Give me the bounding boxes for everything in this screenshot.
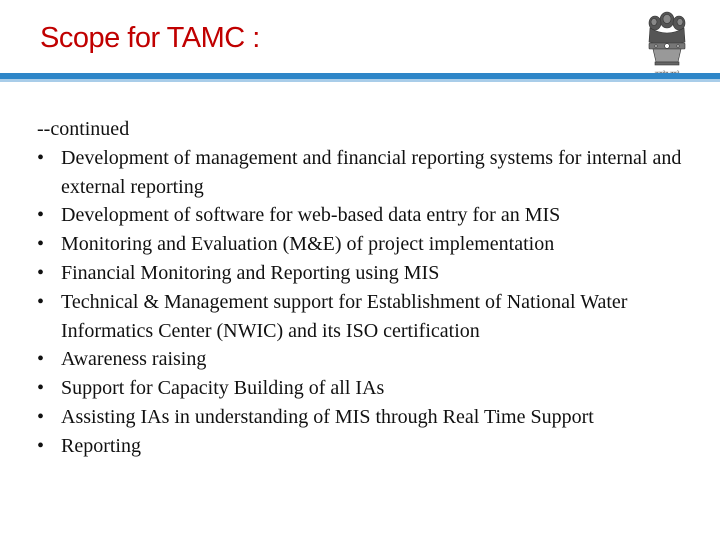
list-item — [37, 403, 697, 432]
list-item — [37, 201, 697, 230]
national-emblem-icon — [641, 8, 693, 80]
list-item — [37, 345, 697, 374]
continued-label: --continued — [37, 118, 130, 140]
list-item — [37, 230, 697, 259]
bullet-icon: • — [37, 261, 45, 284]
list-item-text: Reporting — [61, 434, 141, 457]
list-item-text: Development of management and financial reporting systems for internal and external reporting — [61, 146, 682, 198]
bullet-icon: • — [37, 434, 45, 457]
bullet-icon: • — [37, 204, 45, 227]
slide-body — [37, 115, 697, 461]
bullet-icon: • — [37, 290, 45, 313]
header-rule-light — [0, 79, 720, 82]
bullet-icon: • — [37, 146, 45, 169]
list-item — [37, 288, 697, 346]
list-item-text: Monitoring and Evaluation (M&E) of project implementation — [61, 233, 555, 256]
list-item-text: Development of software for web-based data entry for an MIS — [61, 204, 561, 227]
list-item — [37, 144, 697, 202]
list-item-text: Assisting IAs in understanding of MIS through Real Time Support — [61, 405, 594, 428]
list-item-text: Support for Capacity Building of all IAs — [61, 377, 385, 400]
bullet-icon: • — [37, 348, 45, 371]
bullet-icon: • — [37, 377, 45, 400]
list-item-text: Technical & Management support for Establishment of National Water Informatics Center (NWIC) and its ISO certification — [61, 290, 628, 342]
list-item — [37, 432, 697, 461]
list-item — [37, 374, 697, 403]
bullet-icon: • — [37, 405, 45, 428]
list-item — [37, 259, 697, 288]
slide-title: Scope for TAMC : — [40, 22, 260, 54]
list-item-text: Awareness raising — [61, 348, 207, 371]
bullet-icon: • — [37, 233, 45, 256]
list-item-text: Financial Monitoring and Reporting using MIS — [61, 261, 440, 284]
scope-list — [37, 144, 697, 461]
